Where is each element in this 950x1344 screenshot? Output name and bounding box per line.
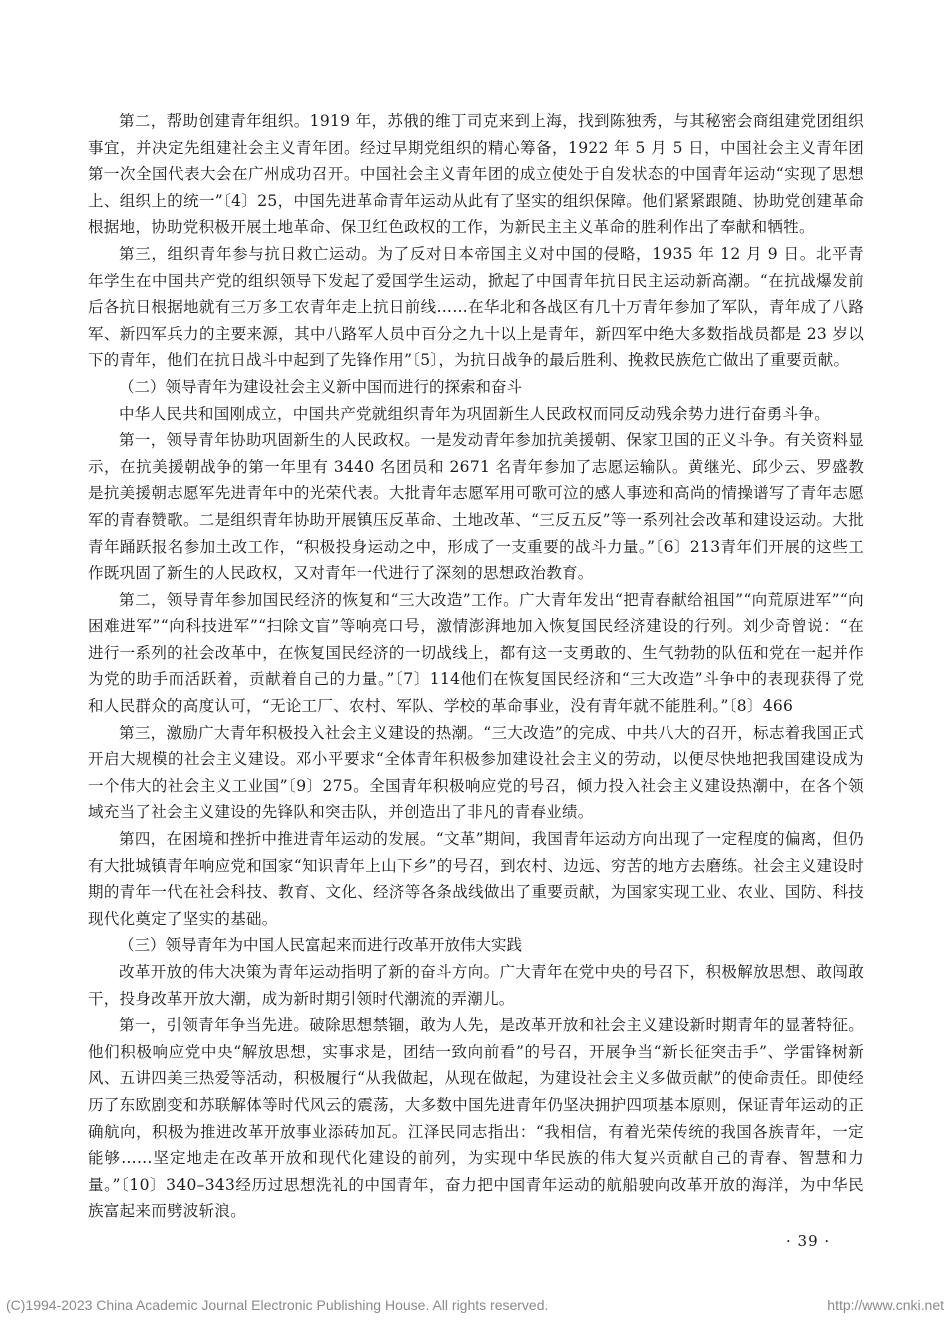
body-paragraph: 第三，激励广大青年积极投入社会主义建设的热潮。“三大改造”的完成、中共八大的召开，标志着我国正式开启大规模的社会主义建设。邓小平要求“全体青年积极参加建设社会主义的劳动，以便尽快地把我国建设成为一个伟大的社会主义工业国”〔9〕275。全国青年积极响应党的号召，倾力投入社会主义建设热潮中，在各个领域充当了社会主义建设的先锋队和突击队，并创造出了非凡的青春业绩。	[88, 723, 864, 822]
footer-url[interactable]: http://www.cnki.net	[827, 1297, 944, 1313]
body-paragraph: 第三，组织青年参与抗日救亡运动。为了反对日本帝国主义对中国的侵略，1935 年 12 月 9 日。北平青年学生在中国共产党的组织领导下发起了爱国学生运动，掀起了中国青年抗日民主运动新高潮。“在抗战爆发前后各抗日根据地就有三万多工农青年走上抗日前线……在华北和各战区有几十万青年参加了军队，青年成了八路军、新四军兵力的主要来源，其中八路军人员中百分之九十以上是青年，新四军中绝大多数指战员都是 23 岁以下的青年，他们在抗日战斗中起到了先锋作用”〔5〕，为抗日战争的最后胜利、挽救民族危亡做出了重要贡献。	[88, 244, 864, 370]
copyright-footer	[6, 1297, 944, 1313]
page-number: · 39 ·	[786, 1232, 831, 1250]
body-paragraph: 第二，领导青年参加国民经济的恢复和“三大改造”工作。广大青年发出“把青春献给祖国”“向荒原进军”“向困难进军”“向科技进军”“扫除文盲”等响亮口号，激情澎湃地加入恢复国民经济建设的行列。刘少奇曾说：“在进行一系列的社会改革中，在恢复国民经济的一切战线上，都有这一支勇敢的、生气勃勃的队伍和党在一起并作为党的助手而活跃着，贡献着自己的力量。”〔7〕114他们在恢复国民经济和“三大改造”斗争中的表现获得了党和人民群众的高度认可，“无论工厂、农村、军队、学校的革命事业，没有青年就不能胜利。”〔8〕466	[88, 590, 864, 716]
body-paragraph: 中华人民共和国刚成立，中国共产党就组织青年为巩固新生人民政权而同反动残余势力进行奋勇斗争。	[119, 404, 831, 423]
body-paragraph: 改革开放的伟大决策为青年运动指明了新的奋斗方向。广大青年在党中央的号召下，积极解放思想、敢闯敢干，投身改革开放大潮，成为新时期引领时代潮流的弄潮儿。	[88, 963, 864, 1008]
body-paragraph: 第一，领导青年协助巩固新生的人民政权。一是发动青年参加抗美援朝、保家卫国的正义斗争。有关资料显示，在抗美援朝战争的第一年里有 3440 名团员和 2671 名青年参加了志愿运输队。黄继光、邱少云、罗盛教是抗美援朝志愿军先进青年中的光荣代表。大批青年志愿军用可歌可泣的感人事迹和高尚的情操谱写了青年志愿军的青春赞歌。二是组织青年协助开展镇压反革命、土地改革、“三反五反”等一系列社会改革和建设运动。大批青年踊跃报名参加土改工作，“积极投身运动之中，形成了一支重要的战斗力量。”〔6〕213青年们开展的这些工作既巩固了新生的人民政权，又对青年一代进行了深刻的思想政治教育。	[88, 431, 864, 583]
body-paragraph: 第四，在困境和挫折中推进青年运动的发展。“文革”期间，我国青年运动方向出现了一定程度的偏离，但仍有大批城镇青年响应党和国家“知识青年上山下乡”的号召，到农村、边远、穷苦的地方去磨练。社会主义建设时期的青年一代在社会科技、教育、文化、经济等各条战线做出了重要贡献，为国家实现工业、农业、国防、科技现代化奠定了坚实的基础。	[88, 830, 864, 928]
body-paragraph: 第二，帮助创建青年组织。1919 年，苏俄的维丁司克来到上海，找到陈独秀，与其秘密会商组建党团组织事宜，并决定先组建社会主义青年团。经过早期党组织的精心筹备，1922 年 5 月 5 日，中国社会主义青年团第一次全国代表大会在广州成功召开。中国社会主义青年团的成立使处于自发状态的中国青年运动“实现了思想上、组织上的统一”〔4〕25，中国先进革命青年运动从此有了坚实的组织保障。他们紧紧跟随、协助党创建革命根据地，协助党积极开展土地革命、保卫红色政权的工作，为新民主主义革命的胜利作出了奉献和牺牲。	[88, 112, 864, 237]
article-body	[88, 108, 864, 1225]
body-paragraph: 第一，引领青年争当先进。破除思想禁锢，敢为人先，是改革开放和社会主义建设新时期青年的显著特征。他们积极响应党中央“解放思想，实事求是，团结一致向前看”的号召，开展争当“新长征突击手”、学雷锋树新风、五讲四美三热爱等活动，积极履行“从我做起，从现在做起，为建设社会主义多做贡献”的使命责任。即使经历了东欧剧变和苏联解体等时代风云的震荡，大多数中国先进青年仍坚决拥护四项基本原则，保证青年运动的正确航向，积极为推进改革开放事业添砖加瓦。江泽民同志指出：“我相信，有着光荣传统的我国各族青年，一定能够……坚定地走在改革开放和现代化建设的前列，为实现中华民族的伟大复兴贡献自己的青春、智慧和力量。”〔10〕340–343经历过思想洗礼的中国青年，奋力把中国青年运动的航船驶向改革开放的海洋，为中华民族富起来而劈波斩浪。	[88, 1016, 864, 1221]
section-heading: （二）领导青年为建设社会主义新中国而进行的探索和奋斗	[119, 377, 523, 396]
copyright-text: (C)1994-2023 China Academic Journal Electronic Publishing House. All rights reserved.	[6, 1297, 549, 1313]
section-heading: （三）领导青年为中国人民富起来而进行改革开放伟大实践	[119, 936, 523, 955]
